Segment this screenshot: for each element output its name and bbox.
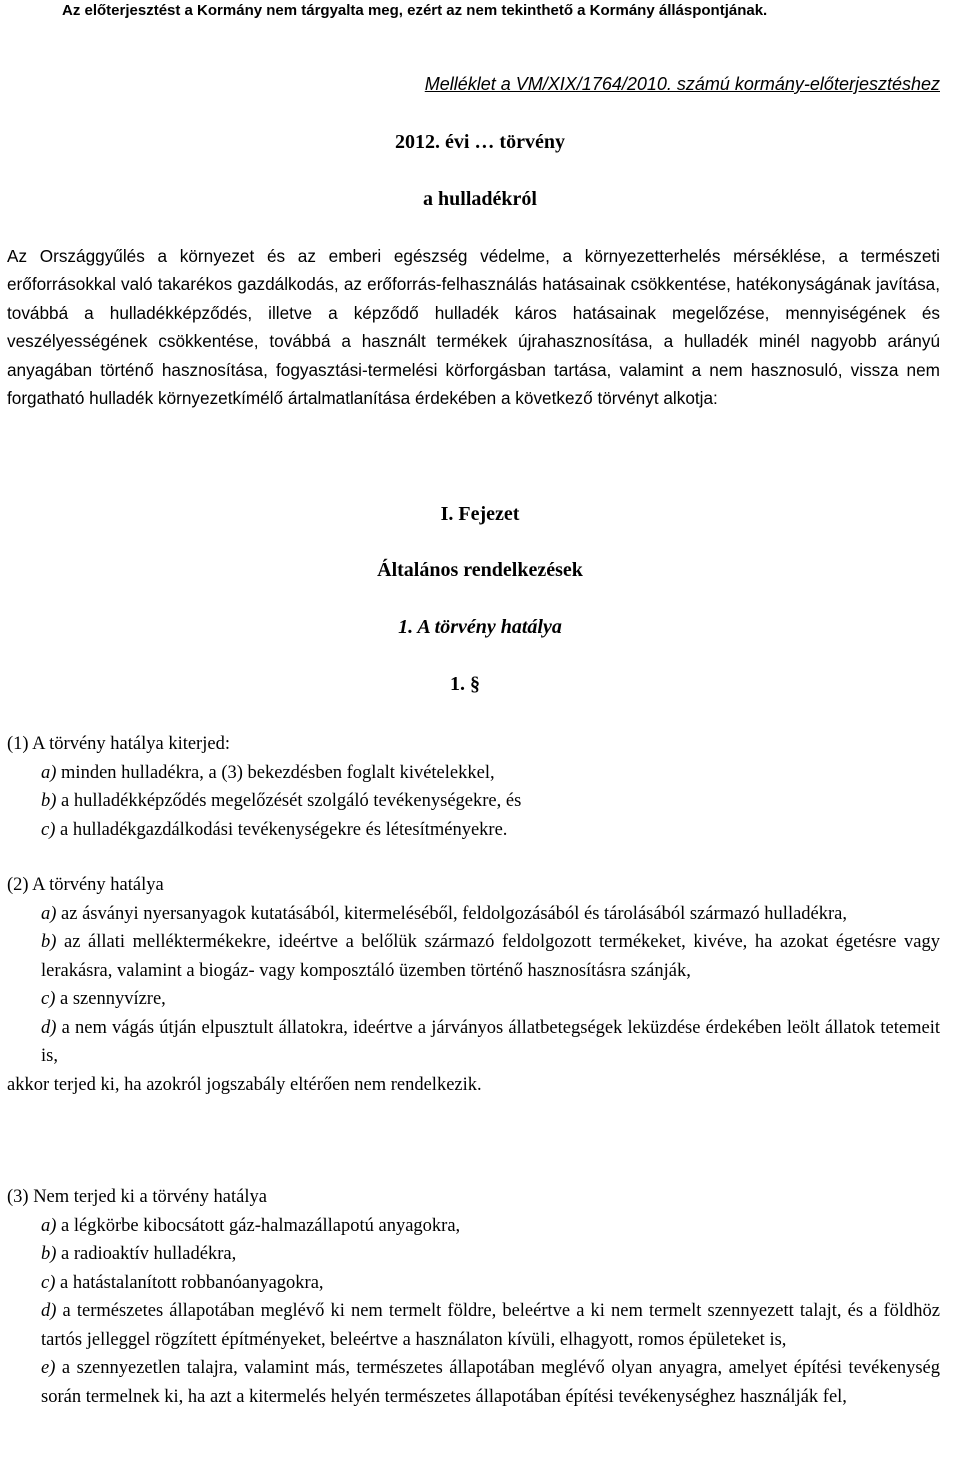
list-item bbox=[41, 816, 940, 845]
item-letter: a) bbox=[41, 903, 57, 924]
list-item bbox=[41, 1212, 940, 1241]
list-item bbox=[41, 1269, 940, 1298]
item-letter: b) bbox=[41, 932, 57, 952]
item-text: a hulladékképződés megelőzését szolgáló tevékenységekre, és bbox=[56, 791, 522, 811]
law-number: 2012. évi … törvény bbox=[395, 131, 565, 153]
list-item bbox=[41, 1297, 940, 1354]
item-letter: b) bbox=[41, 1244, 57, 1264]
law-subject: a hulladékról bbox=[423, 188, 537, 210]
item-letter: e) bbox=[41, 1358, 56, 1378]
annex-reference: Melléklet a VM/XIX/1764/2010. számú kormány-előterjesztéshez bbox=[424, 74, 940, 94]
item-text: a szennyezetlen talajra, valamint más, természetes állapotában meglévő olyan anyagra, amelyet építési tevékenység során termelnek ki, ha azt a kitermelés helyén természetes állapotában építési tevékenységhez használják fel, bbox=[41, 1358, 940, 1407]
item-letter: d) bbox=[41, 1301, 57, 1321]
list-item bbox=[41, 1014, 940, 1071]
item-text: a természetes állapotában meglévő ki nem termelt földre, beleértve a ki nem termelt szennyezett talajt, és a földhöz tartós jelleggel rögzített építményeket, beleértve a használaton kívüli, elhagyott, romos épületeket is, bbox=[41, 1301, 940, 1350]
item-text: a szennyvízre, bbox=[55, 989, 166, 1009]
item-text: a légkörbe kibocsátott gáz-halmazállapotú anyagokra, bbox=[56, 1215, 461, 1236]
paragraph-intro: (3) Nem terjed ki a törvény hatálya bbox=[7, 1187, 267, 1207]
list-item bbox=[41, 787, 940, 816]
item-letter: c) bbox=[41, 1272, 56, 1293]
item-letter: b) bbox=[41, 791, 57, 811]
item-text: a nem vágás útján elpusztult állatokra, ideértve a járványos állatbetegségek leküzdése érdekében leölt állatok tetemeit is, bbox=[41, 1017, 940, 1066]
paragraph-3 bbox=[7, 1183, 940, 1411]
paragraph-2 bbox=[7, 871, 940, 1099]
list-item bbox=[41, 900, 940, 929]
item-letter: d) bbox=[41, 1017, 57, 1038]
disclaimer-notice: Az előterjesztést a Kormány nem tárgyalta meg, ezért az nem tekinthető a Kormány álláspontjának. bbox=[62, 2, 768, 19]
section-title: 1. A törvény hatálya bbox=[398, 616, 562, 638]
list-item bbox=[41, 985, 940, 1014]
paragraph-intro: (2) A törvény hatálya bbox=[7, 875, 164, 895]
paragraph-closing: akkor terjed ki, ha azokról jogszabály eltérően nem rendelkezik. bbox=[7, 1074, 482, 1095]
list-item bbox=[41, 1354, 940, 1411]
preamble: Az Országgyűlés a környezet és az emberi egészség védelme, a környezetterhelés mérséklése, a természeti erőforrásokkal való takarékos gazdálkodás, az erőforrás-felhasználás hatásainak csökkentése, hatékonyságának javítása, továbbá a hulladékképződés, illetve a képződő hulladék káros hatásainak megelőzése, mennyiségének és veszélyességének csökkentése, továbbá a használt termékek újrahasznosítása, a hulladék minél nagyobb arányú anyagában történő hasznosítása, fogyasztási-termelési körforgásban tartása, valamint a nem hasznosuló, vissza nem forgatható hulladék környezetkímélő ártalmatlanítása érdekében a következő törvényt alkotja: bbox=[7, 246, 940, 409]
item-text: minden hulladékra, a (3) bekezdésben foglalt kivételekkel, bbox=[56, 762, 495, 783]
item-letter: a) bbox=[41, 762, 57, 783]
paragraph-intro: (1) A törvény hatálya kiterjed: bbox=[7, 734, 230, 754]
item-text: a hatástalanított robbanóanyagokra, bbox=[55, 1272, 324, 1293]
chapter-title: Általános rendelkezések bbox=[377, 559, 583, 581]
item-text: az állati melléktermékekre, ideértve a belőlük származó feldolgozott termékeket, kivéve, ha azokat égetésre vagy lerakásra, valamint a biogáz- vagy komposztáló üzemben történő hasznosításra szánják, bbox=[41, 932, 940, 981]
item-letter: c) bbox=[41, 819, 56, 840]
list-item bbox=[41, 759, 940, 788]
item-letter: c) bbox=[41, 989, 56, 1009]
item-text: az ásványi nyersanyagok kutatásából, kitermeléséből, feldolgozásából és tárolásából származó hulladékra, bbox=[56, 903, 847, 924]
list-item bbox=[41, 928, 940, 985]
paragraph-mark: 1. § bbox=[450, 673, 480, 695]
item-text: a hulladékgazdálkodási tevékenységekre és létesítményekre. bbox=[55, 819, 508, 840]
chapter-heading: I. Fejezet bbox=[440, 503, 520, 525]
item-letter: a) bbox=[41, 1215, 57, 1236]
list-item bbox=[41, 1240, 940, 1269]
paragraph-1 bbox=[7, 730, 940, 844]
item-text: a radioaktív hulladékra, bbox=[56, 1244, 237, 1264]
